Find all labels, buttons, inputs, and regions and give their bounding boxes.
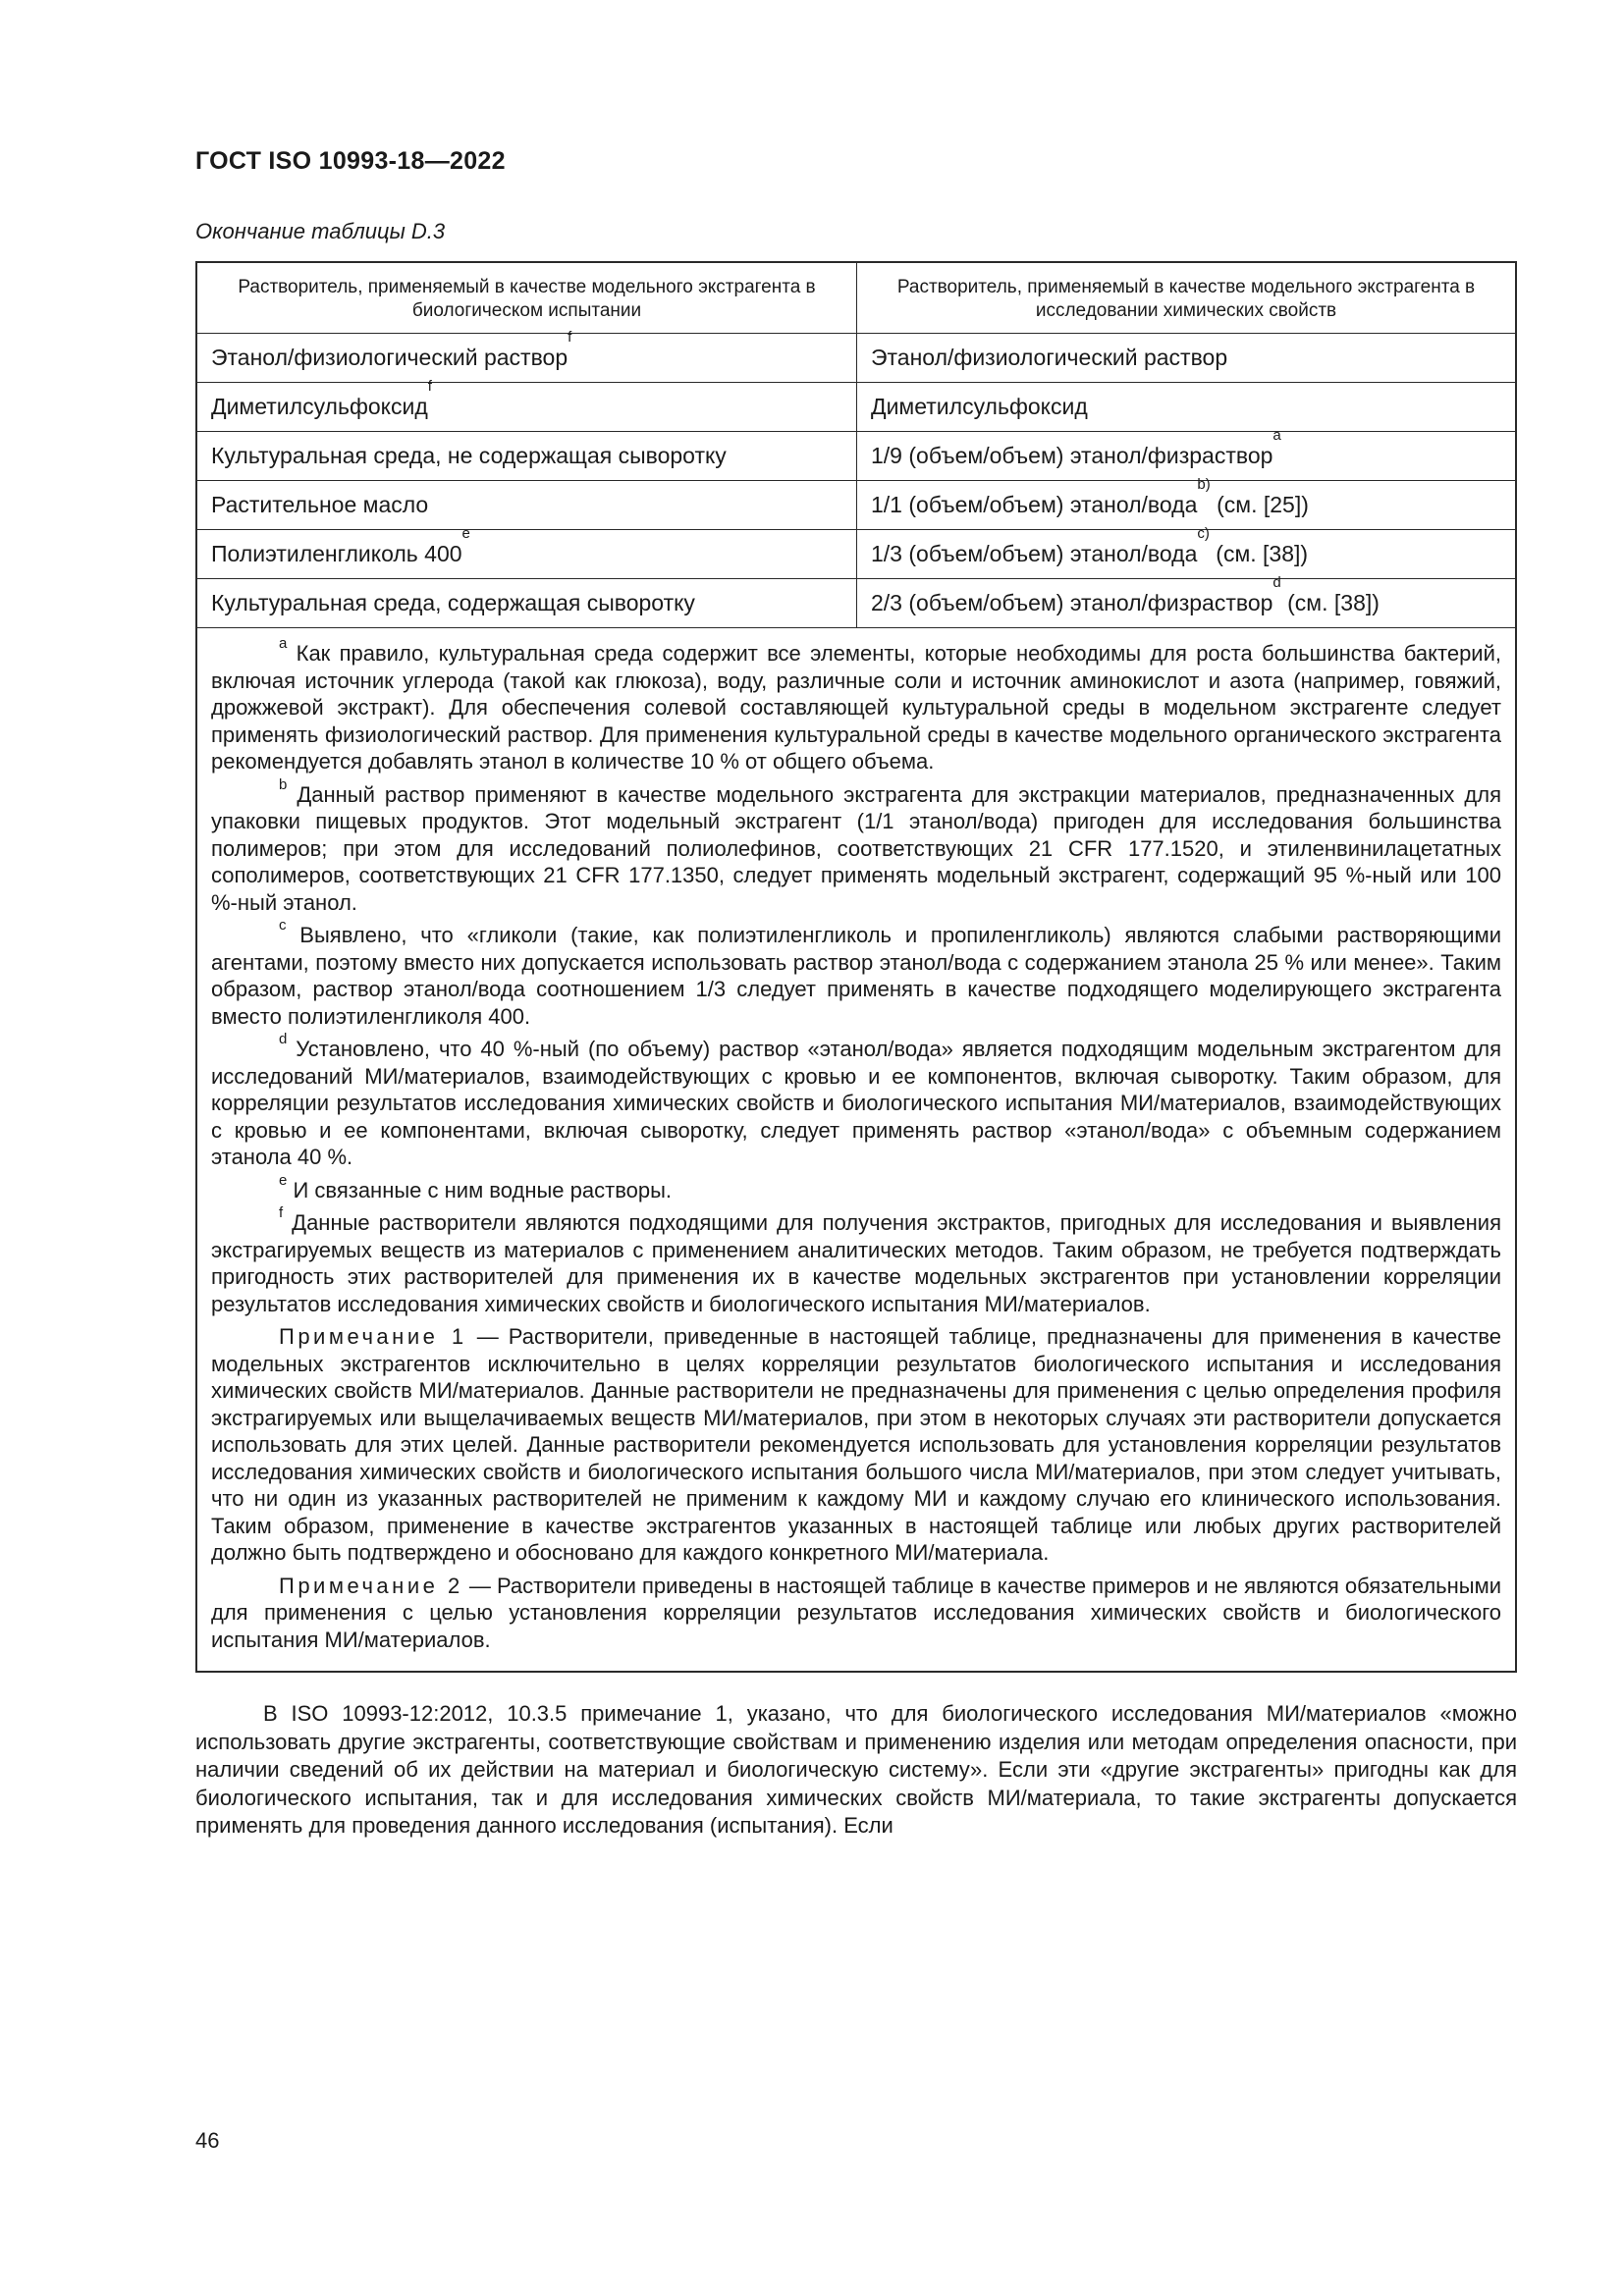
- table-row: [197, 378, 1515, 432]
- table-row: [197, 574, 1515, 628]
- table-row: [197, 525, 1515, 579]
- cell-text: 1/9 (объем/объем) этанол/физраствор: [871, 443, 1273, 468]
- table-cell: [857, 574, 1515, 627]
- footnote-mark: e: [279, 1171, 288, 1189]
- cell-text: Растительное масло: [211, 492, 429, 517]
- table-cell: [197, 481, 857, 529]
- table-cell: [197, 432, 857, 480]
- table-row: [197, 476, 1515, 530]
- table-cell: [197, 378, 857, 431]
- footnote-mark: b: [279, 775, 288, 793]
- table-row: [197, 329, 1515, 383]
- table-note: [211, 1573, 1501, 1654]
- table-footnote: [211, 635, 1501, 775]
- column-header: Растворитель, применяемый в качестве модельного экстрагента в биологическом испытании: [197, 263, 857, 333]
- cell-text-tail: (см. [25]): [1210, 492, 1309, 517]
- table-footnote: [211, 1171, 1501, 1204]
- table-footnote: [211, 917, 1501, 1030]
- table-footnote: [211, 1204, 1501, 1317]
- cell-text: Диметилсульфоксид: [871, 394, 1088, 419]
- note-label: Примечание: [279, 1573, 439, 1598]
- table-footnote: [211, 1031, 1501, 1171]
- footnote-ref: c): [1197, 525, 1210, 542]
- cell-text: 1/3 (объем/объем) этанол/вода: [871, 541, 1198, 566]
- footnote-text: И связанные с ним водные растворы.: [287, 1177, 673, 1202]
- document-page: [195, 147, 1517, 1862]
- table-caption: Окончание таблицы D.3: [195, 219, 446, 243]
- footnote-ref: f: [427, 378, 432, 395]
- note-text: — Растворители, приведенные в настоящей таблице, предназначены для применения в качестве модельных экстрагентов исключительно в целях корреляции результатов биологического испытания и исследования химических свойств МИ/материалов. Данные растворители не предназначены для применения с целью определения профиля экстрагируемых или выщелачиваемых веществ МИ/материалов, при этом в некоторых случаях эти растворители допускается использовать для этих целей. Данные растворители рекомендуется использовать для установления корреляции результатов исследования химических свойств и биологического испытания большого числа МИ/материалов, при этом следует учитывать, что ни один из указанных растворителей не применим к каждому МИ и каждому случаю его клинического использования. Таким образом, применение в качестве экстрагентов указанных в настоящей таблице или любых других растворителей должно быть подтверждено и обосновано для каждого конкретного МИ/материала.: [211, 1324, 1501, 1565]
- table-body: [197, 329, 1515, 628]
- footnote-mark: c: [279, 917, 287, 934]
- cell-text: 1/1 (объем/объем) этанол/вода: [871, 492, 1198, 517]
- column-header: Растворитель, применяемый в качестве модельного экстрагента в исследовании химических свойств: [896, 277, 1476, 321]
- footnote-text: Данный раствор применяют в качестве модельного экстрагента для экстракции материалов, предназначенных для упаковки пищевых продуктов. Этот модельный экстрагент (1/1 этанол/вода) пригоден для исследования большинства полимеров; при этом для исследований полиолефинов, соответствующих 21 CFR 177.1520, и этиленвинилацетатных сополимеров, соответствующих 21 CFR 177.1350, следует применять модельный экстрагент, содержащий 95 %-ный или 100 %-ный этанол.: [211, 781, 1501, 915]
- cell-text: 2/3 (объем/объем) этанол/физраствор: [871, 590, 1273, 615]
- table-cell: [857, 334, 1515, 382]
- table-cell: [197, 525, 857, 578]
- cell-text: Полиэтиленгликоль 400: [211, 541, 462, 566]
- table-cell: [857, 476, 1515, 529]
- body-paragraph: В ISO 10993-12:2012, 10.3.5 примечание 1, указано, что для биологического исследования МИ/материалов «можно использовать другие экстрагенты, соответствующие свойствам и применению изделия или методам определения опасности, при наличии сведений об их действии на материал и биологическую систему». Если эти «другие экстрагенты» пригодны как для биологического испытания, так и для исследования химических свойств МИ/материала, то такие экстрагенты допускается применять для проведения данного исследования (испытания). Если: [195, 1701, 1517, 1838]
- note-number: 2: [438, 1573, 463, 1598]
- footnote-mark: d: [279, 1031, 288, 1047]
- note-label: Примечание: [279, 1324, 439, 1349]
- table-cell: [857, 525, 1515, 578]
- document-title: ГОСТ ISO 10993-18—2022: [195, 147, 506, 175]
- cell-text: Этанол/физиологический раствор: [211, 345, 568, 370]
- table-row: [197, 427, 1515, 481]
- cell-text: Этанол/физиологический раствор: [871, 345, 1228, 370]
- table-footnote: [211, 775, 1501, 917]
- cell-text: Культуральная среда, содержащая сыворотку: [211, 590, 695, 615]
- table-footnotes: [197, 628, 1515, 1671]
- cell-text: Культуральная среда, не содержащая сыворотку: [211, 443, 727, 468]
- table-cell: [197, 329, 857, 382]
- table-cell: [857, 383, 1515, 431]
- table-cell: [857, 427, 1515, 480]
- footnote-ref: d: [1272, 574, 1281, 591]
- cell-text: Диметилсульфоксид: [211, 394, 428, 419]
- footnote-ref: a: [1272, 427, 1281, 444]
- table-cell: [197, 579, 857, 627]
- footnote-text: Данные растворители являются подходящими для получения экстрактов, пригодных для исследования и выявления экстрагируемых веществ из материалов с применением аналитических методов. Таким образом, не требуется подтверждать пригодность этих растворителей для применения их в качестве модельных экстрагентов при установлении корреляции результатов исследования химических свойств и биологического испытания МИ/материалов.: [211, 1210, 1501, 1316]
- footnote-text: Как правило, культуральная среда содержит все элементы, которые необходимы для роста большинства бактерий, включая источник углерода (такой как глюкоза), воду, различные соли и источник аминокислот и азота (например, говяжий, дрожжевой экстракт). Для обеспечения солевой составляющей культуральной среды в модельном экстрагенте следует применять физиологический раствор. Для применения культуральной среды в качестве модельного органического экстрагента рекомендуется добавлять этанол в количестве 10 % от общего объема.: [211, 641, 1501, 774]
- cell-text-tail: (см. [38]): [1280, 590, 1380, 615]
- footnote-ref: f: [568, 329, 572, 346]
- footnote-ref: e: [461, 525, 470, 542]
- table-note: [211, 1323, 1501, 1567]
- footnote-mark: a: [279, 635, 288, 652]
- footnote-ref: b): [1197, 476, 1211, 493]
- footnote-mark: f: [279, 1204, 284, 1221]
- note-text: — Растворители приведены в настоящей таблице в качестве примеров и не являются обязательными для применения с целью установления корреляции результатов исследования химических свойств и биологического испытания МИ/материалов.: [211, 1573, 1501, 1652]
- footnote-text: Выявлено, что «гликоли (такие, как полиэтиленгликоль и пропиленгликоль) являются слабыми растворяющими агентами, поэтому вместо них допускается использовать раствор этанол/вода с содержанием этанола 25 % или менее». Таким образом, раствор этанол/вода соотношением 1/3 следует применять в качестве подходящего моделирующего экстрагента вместо полиэтиленгликоля 400.: [211, 923, 1501, 1029]
- footnote-text: Установлено, что 40 %-ный (по объему) раствор «этанол/вода» является подходящим модельным экстрагентом для исследований МИ/материалов, взаимодействующих с кровью и ее компонентов, включая сыворотку. Таким образом, для корреляции результатов исследования химических свойств и биологического испытания МИ/материалов, взаимодействующих с кровью и ее компонентами, включая сыворотку, следует применять раствор «этанол/вода» с объемным содержанием этанола 40 %.: [211, 1037, 1501, 1169]
- note-number: 1: [438, 1324, 467, 1349]
- page-number: 46: [195, 2128, 220, 2153]
- cell-text-tail: (см. [38]): [1209, 541, 1309, 566]
- solvent-table: [195, 261, 1517, 1673]
- table-header-row: [197, 263, 1515, 334]
